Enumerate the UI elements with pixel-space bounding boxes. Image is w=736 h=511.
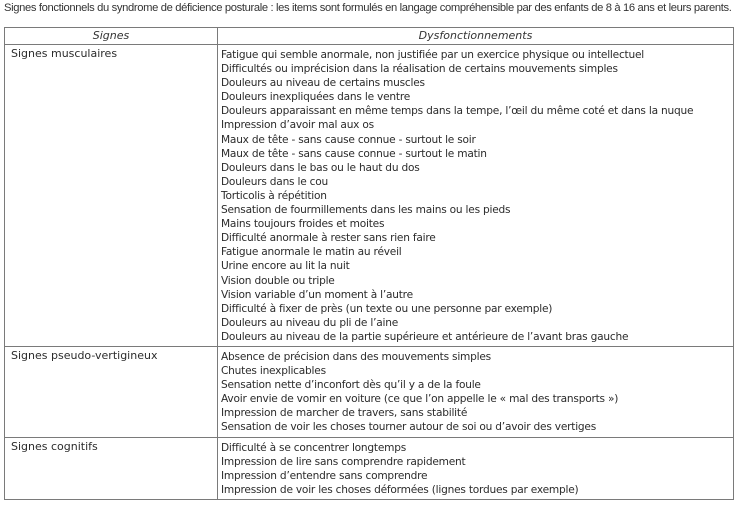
- list-item: Absence de précision dans des mouvements simples: [221, 350, 491, 363]
- list-item: Difficulté à fixer de près (un texte ou une personne par exemple): [221, 302, 553, 315]
- list-item: Difficulté anormale à rester sans rien faire: [221, 232, 436, 245]
- list-item: Maux de tête - sans cause connue - surtout le matin: [221, 147, 487, 160]
- header-row: [5, 28, 734, 45]
- list-item: Avoir envie de vomir en voiture (ce que l’on appelle le « mal des transports »): [221, 393, 619, 406]
- dysfunction-list-cognitive: [218, 437, 734, 499]
- list-item: Maux de tête - sans cause connue - surtout le soir: [221, 133, 476, 146]
- list-item: Impression de voir les choses déformées (lignes tordues par exemple): [221, 483, 579, 496]
- list-item: Impression d’entendre sans comprendre: [221, 469, 428, 482]
- dysfunction-list-muscular: [218, 45, 734, 347]
- list-item: Impression de lire sans comprendre rapidement: [221, 455, 466, 468]
- list-item: Douleurs dans le bas ou le haut du dos: [221, 161, 420, 174]
- list-item: Torticolis à répétition: [221, 189, 327, 202]
- list-item: Douleurs apparaissant en même temps dans la tempe, l’œil du même coté et dans la nuque: [221, 105, 694, 118]
- sign-cognitive: Signes cognitifs: [5, 437, 218, 499]
- list-item: Douleurs au niveau de la partie supérieure et antérieure de l’avant bras gauche: [221, 330, 629, 343]
- list-item: Douleurs inexpliquées dans le ventre: [221, 91, 411, 104]
- list-item: Fatigue qui semble anormale, non justifiée par un exercice physique ou intellectuel: [221, 49, 644, 61]
- sign-muscular: Signes musculaires: [5, 45, 218, 347]
- list-item: Vision double ou triple: [221, 274, 335, 287]
- table-row-cognitive: [5, 437, 734, 499]
- table-row-pseudo-vertiginous: [5, 346, 734, 437]
- header-signs: Signes: [5, 28, 218, 45]
- list-item: Urine encore au lit la nuit: [221, 260, 350, 273]
- list-item: Vision variable d’un moment à l’autre: [221, 288, 413, 301]
- list-item: Difficulté à se concentrer longtemps: [221, 441, 407, 454]
- list-item: Fatigue anormale le matin au réveil: [221, 246, 402, 259]
- list-item: Douleurs au niveau de certains muscles: [221, 77, 425, 90]
- header-dysfunctions: Dysfonctionnements: [218, 28, 734, 45]
- table-caption: Signes fonctionnels du syndrome de déficience posturale : les items sont formulés en langage compréhensible par des enfants de 8 à 16 ans et leurs parents.: [4, 2, 732, 14]
- list-item: Sensation nette d’inconfort dès qu’il y a de la foule: [221, 379, 481, 392]
- list-item: Impression de marcher de travers, sans stabilité: [221, 407, 468, 420]
- list-item: Sensation de voir les choses tourner autour de soi ou d’avoir des vertiges: [221, 421, 597, 434]
- table-row-muscular: [5, 45, 734, 347]
- list-item: Sensation de fourmillements dans les mains ou les pieds: [221, 204, 511, 217]
- list-item: Difficultés ou imprécision dans la réalisation de certains mouvements simples: [221, 63, 618, 76]
- list-item: Impression d’avoir mal aux os: [221, 119, 374, 132]
- sign-pseudo-vertiginous: Signes pseudo-vertigineux: [5, 346, 218, 437]
- list-item: Douleurs au niveau du pli de l’aine: [221, 316, 399, 329]
- postural-deficiency-table: [4, 27, 734, 500]
- list-item: Mains toujours froides et moites: [221, 218, 385, 231]
- list-item: Chutes inexplicables: [221, 365, 326, 378]
- dysfunction-list-pseudo-vertiginous: [218, 346, 734, 437]
- list-item: Douleurs dans le cou: [221, 175, 329, 188]
